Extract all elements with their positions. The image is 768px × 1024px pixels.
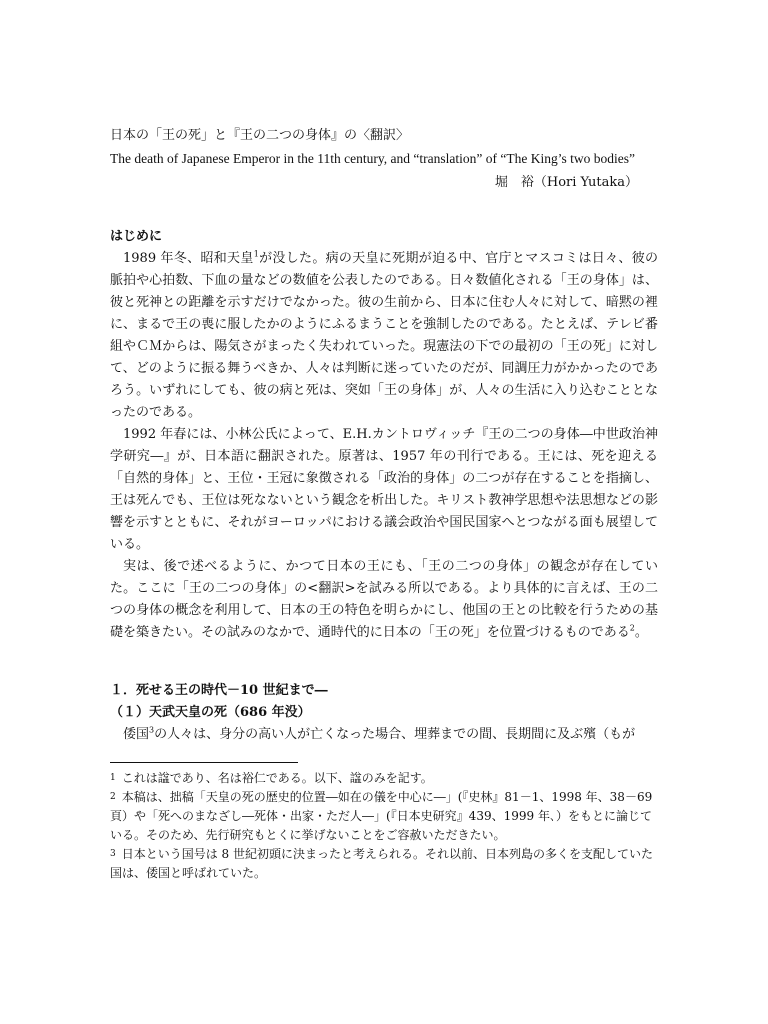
footnote-ref-3[interactable]: 3 (149, 725, 155, 735)
footnote-3: $^3$ 日本という国号は 8 世紀初頭に決まったと考えられる。それ以前、日本列島の多くを支配していた国は、倭国と呼ばれていた。 (110, 847, 654, 880)
title-japanese: 日本の「王の死」と『王の二つの身体』の〈翻訳〉 (110, 128, 410, 143)
section-1-paragraph: 倭国$^3$の人々は、身分の高い人が亡くなった場合、埋葬までの間、長期間に及ぶ殯（もが (123, 725, 636, 742)
intro-paragraph-1: 1989 年冬、昭和天皇$^1$が没した。病の天皇に死期が迫る中、官庁とマスコミは日々、彼の脈拍や心拍数、下血の量などの数値を公表したのである。日々数値化される「王の身体」は、彼と死神との距離を示すだけでなかった。彼の生前から、日本に住む人々に対して、暗黙の裡に、まるで王の喪に服したかのようにふるまうことを強制したのである。たとえば、テレビ番組やＣＭからは、陽気さがまったく失われていった。現憲法の下での最初の「王の死」に対して、どのように振る舞うべきか、人々は判断に迷っていたのだが、同調圧力がかかったのであろう。いずれにしても、彼の病と死は、突如「王の身体」が、人々の生活に入り込むこととなったのである。 (110, 249, 658, 420)
intro-paragraph-3: 実は、後で述べるように、かつて日本の王にも、「王の二つの身体」の観念が存在していた。ここに「王の二つの身体」の<翻訳>を試みる所以である。より具体的に言えば、王の二つの身体の概念を利用して、日本の王の特色を明らかにし、他国の王との比較を行うための基礎を築きたい。その試みのなかで、通時代的に日本の「王の死」を位置づけるものである$^2$。 (110, 559, 658, 640)
footnote-ref-2[interactable]: 2 (629, 623, 635, 633)
author: 堀 裕（Hori Yutaka） (494, 175, 638, 190)
footnote-divider (110, 762, 298, 763)
section-1-heading: １．死せる王の時代－10 世紀まで― (110, 683, 328, 698)
title-english: The death of Japanese Emperor in the 11th century, and “translation” of “The King’s two bodies” (110, 151, 635, 166)
intro-heading: はじめに (110, 229, 163, 244)
section-1-subheading: （１）天武天皇の死（686 年没） (110, 705, 311, 720)
footnote-ref-1[interactable]: 1 (253, 249, 259, 259)
footnote-2: $^2$ 本稿は、拙稿「天皇の死の歴史的位置―如在の儀を中心に―」(『史林』81－1、1998 年、38－69 頁）や「死へのまなざし―死体・出家・ただ人―」(『日本史研究』439、1999 年､）をもとに論じている。そのため、先行研究もとくに挙げないことをご容赦いただきたい。 (110, 790, 653, 842)
footnote-1: $^1$ これは諡であり、名は裕仁である。以下、諡のみを記す。 (110, 771, 433, 785)
intro-paragraph-2: 1992 年春には、小林公氏によって、E.H.カントロヴィッチ『王の二つの身体―中世政治神学研究―』が、日本語に翻訳された。原著は、1957 年の刊行である。王には、死を迎える「自然的身体」と、王位・王冠に象徴される「政治的身体」の二つが存在することを指摘し、王は死んでも、王位は死なないという観念を析出した。キリスト教神学思想や法思想などの影響を示すとともに、それがヨーロッパにおける議会政治や国民国家へとつながる面も展望している。 (110, 427, 658, 552)
